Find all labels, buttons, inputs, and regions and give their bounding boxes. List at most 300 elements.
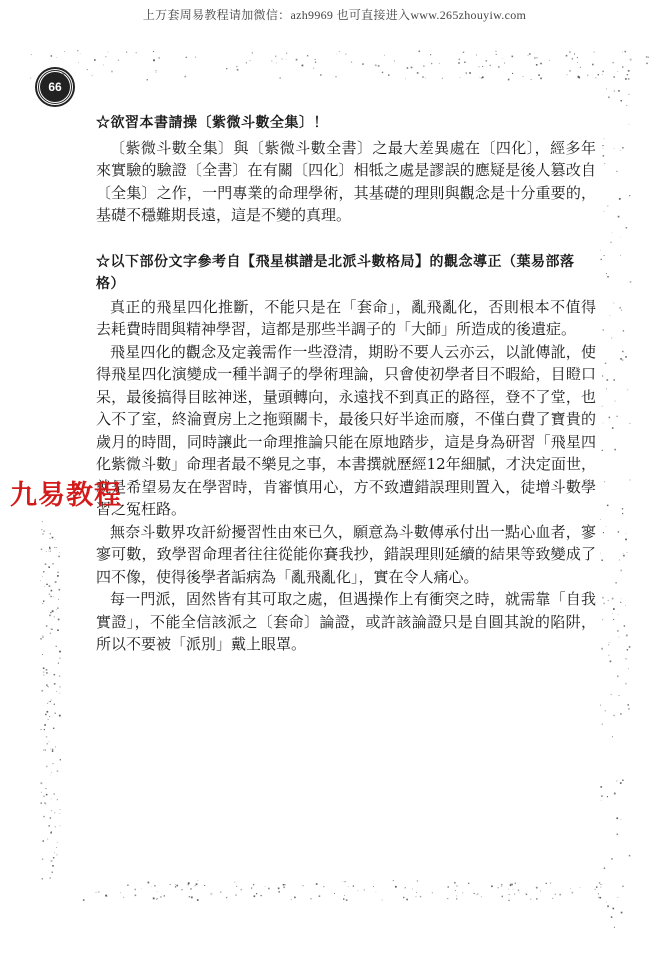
scan-speck [623, 555, 625, 557]
scan-speck [498, 66, 499, 67]
scan-speck [423, 66, 424, 67]
scan-speck [458, 62, 460, 64]
scan-speck [43, 840, 45, 842]
scan-speck [190, 888, 191, 889]
scan-speck [613, 619, 614, 620]
scan-speck [602, 450, 603, 451]
scan-speck [92, 75, 93, 76]
scan-speck [513, 889, 514, 890]
scan-speck [627, 649, 628, 650]
scan-speck [50, 612, 51, 613]
scan-speck [41, 802, 43, 804]
scan-speck [605, 363, 606, 364]
scan-speck [364, 889, 365, 890]
scan-speck [602, 375, 603, 376]
scan-speck [50, 533, 51, 534]
scan-speck [60, 687, 61, 688]
scan-speck [430, 54, 431, 55]
scan-speck [271, 60, 272, 61]
scan-speck [49, 701, 50, 702]
scan-speck [574, 54, 575, 55]
scan-speck [618, 531, 619, 532]
scan-speck [603, 155, 605, 157]
scan-speck [283, 884, 284, 885]
scan-speck [188, 884, 189, 885]
scan-speck [78, 62, 79, 63]
scan-speck [41, 529, 42, 530]
scan-speck [49, 716, 50, 717]
scan-speck [40, 580, 41, 581]
scan-speck [604, 868, 605, 869]
scan-speck [463, 52, 464, 53]
scan-speck [147, 79, 148, 80]
scan-speck [42, 635, 43, 636]
scan-speck [595, 889, 596, 890]
scan-speck [536, 887, 538, 889]
scan-speck [629, 94, 630, 95]
scan-speck [405, 887, 406, 888]
scan-speck [602, 74, 603, 75]
scan-speck [611, 858, 612, 859]
scan-speck [503, 895, 504, 896]
scan-speck [613, 76, 615, 78]
scan-speck [50, 551, 51, 552]
scan-speck [536, 57, 537, 58]
scan-speck [55, 539, 56, 540]
scan-speck [598, 74, 599, 75]
scan-speck [457, 886, 458, 887]
scan-speck [351, 62, 352, 63]
scan-speck [52, 750, 53, 751]
scan-speck [212, 893, 213, 894]
scan-speck [51, 860, 53, 862]
scan-speck [601, 648, 603, 650]
scan-speck [620, 237, 621, 238]
scan-speck [246, 62, 247, 63]
scan-speck [536, 898, 537, 899]
scan-speck [286, 59, 287, 60]
scan-speck [189, 896, 191, 898]
scan-speck [646, 56, 647, 57]
scan-speck [628, 70, 630, 72]
scan-speck [261, 895, 262, 896]
scan-speck [57, 842, 58, 843]
scan-speck [256, 893, 257, 894]
scan-speck [614, 793, 616, 795]
scan-speck [608, 655, 609, 656]
scan-speck [625, 683, 627, 685]
scan-speck [432, 892, 433, 893]
scan-speck [536, 64, 538, 66]
scan-speck [610, 315, 611, 316]
scan-speck [566, 55, 568, 57]
scan-speck [540, 891, 541, 892]
scan-speck [335, 76, 336, 77]
scan-speck [534, 57, 536, 59]
scan-speck [286, 53, 287, 54]
scan-speck [41, 782, 43, 784]
scan-speck [622, 147, 623, 148]
scan-speck [198, 880, 199, 881]
scan-speck [602, 406, 603, 407]
scan-speck [616, 817, 618, 819]
scan-speck [43, 668, 45, 670]
scan-speck [612, 232, 613, 233]
scan-speck [49, 825, 50, 826]
scan-speck [54, 683, 56, 685]
scan-speck [623, 553, 624, 554]
scan-speck [621, 310, 622, 311]
scan-speck [617, 834, 619, 836]
scan-speck [617, 897, 618, 898]
scan-speck [52, 751, 54, 753]
scan-speck [52, 537, 54, 539]
book-page-body [96, 112, 596, 656]
scan-speck [57, 572, 59, 574]
scan-speck [156, 899, 157, 900]
scan-speck [45, 804, 46, 805]
scan-speck [623, 330, 624, 331]
scan-speck [42, 878, 43, 879]
scan-speck [58, 556, 60, 558]
scan-speck [603, 148, 604, 149]
scan-speck [474, 893, 475, 894]
scan-speck [514, 894, 515, 895]
scan-speck [622, 66, 623, 67]
scan-speck [51, 810, 52, 811]
scan-speck [52, 749, 53, 750]
scan-speck [569, 51, 571, 53]
scan-speck [419, 51, 421, 53]
scan-speck [607, 796, 608, 797]
scan-speck [157, 898, 158, 899]
scan-speck [620, 358, 622, 360]
scan-speck [54, 794, 55, 795]
scan-speck [105, 895, 107, 897]
scan-speck [601, 884, 602, 885]
scan-speck [613, 303, 614, 304]
scan-speck [47, 711, 49, 713]
scan-speck [320, 74, 322, 76]
scan-speck [502, 896, 503, 897]
scan-speck [600, 519, 601, 520]
scan-speck [626, 635, 628, 637]
scan-speck [603, 211, 604, 212]
scan-speck [604, 481, 605, 482]
scan-speck [42, 576, 43, 577]
scan-speck [628, 704, 629, 705]
scan-speck [54, 674, 56, 676]
scan-speck [611, 916, 613, 918]
scan-speck [126, 52, 127, 53]
scan-speck [648, 57, 649, 58]
scan-speck [603, 603, 605, 605]
scan-speck [621, 599, 622, 600]
scan-speck [481, 896, 482, 897]
scan-speck [252, 52, 253, 53]
scan-speck [313, 68, 314, 69]
scan-speck [546, 883, 547, 884]
scan-speck [570, 888, 571, 889]
scan-speck [43, 571, 44, 572]
scan-speck [596, 886, 597, 887]
scan-speck [598, 893, 599, 894]
scan-speck [279, 77, 281, 79]
scan-speck [627, 389, 628, 390]
scan-speck [616, 171, 617, 172]
scan-speck [600, 887, 601, 888]
scan-speck [626, 105, 627, 106]
scan-speck [188, 882, 190, 884]
scan-speck [629, 124, 630, 125]
scan-speck [615, 582, 616, 583]
scan-speck [59, 676, 60, 677]
scan-speck [59, 589, 61, 591]
scan-speck [629, 195, 630, 196]
scan-speck [620, 819, 621, 820]
scan-speck [617, 71, 618, 72]
scan-speck [50, 832, 52, 834]
scan-speck [170, 884, 171, 885]
scan-speck [43, 672, 44, 673]
scan-speck [613, 62, 614, 63]
scan-speck [51, 772, 52, 773]
scan-speck [303, 885, 304, 886]
scan-speck [52, 563, 53, 564]
scan-speck [135, 895, 137, 897]
scan-speck [268, 888, 270, 890]
scan-speck [160, 896, 161, 897]
scan-speck [48, 719, 49, 720]
scan-speck [405, 78, 406, 79]
scan-speck [580, 887, 581, 888]
scan-speck [624, 625, 625, 626]
scan-speck [442, 78, 443, 79]
scan-speck [358, 890, 359, 891]
scan-speck [456, 898, 457, 899]
scan-speck [614, 379, 616, 381]
scan-speck [46, 788, 47, 789]
scan-speck [197, 899, 199, 901]
scan-speck [604, 255, 605, 256]
scan-speck [45, 563, 47, 565]
scan-speck [622, 886, 623, 887]
scan-speck [265, 886, 266, 887]
scan-speck [600, 705, 601, 706]
scan-speck [627, 552, 628, 553]
scan-speck [456, 896, 457, 897]
scan-speck [616, 416, 617, 417]
scan-speck [120, 892, 121, 893]
scan-speck [569, 70, 570, 71]
scan-speck [282, 59, 283, 60]
scan-speck [594, 52, 595, 53]
scan-speck [422, 76, 424, 78]
scan-speck [52, 872, 53, 873]
scan-speck [610, 242, 611, 243]
scan-speck [602, 71, 603, 72]
scan-speck [577, 57, 578, 58]
scan-speck [43, 816, 44, 817]
scan-speck [50, 633, 51, 634]
scan-speck [319, 895, 321, 897]
scan-speck [105, 56, 106, 57]
scan-speck [58, 599, 59, 600]
scan-speck [622, 513, 623, 514]
scan-speck [41, 792, 42, 793]
scan-speck [54, 812, 55, 813]
scan-speck [83, 899, 85, 901]
body-paragraph: 無奈斗數界攻訐紛擾習性由來已久，願意為斗數傳承付出一點心血者，寥寥可數，致學習命理者往往從能你賽我抄，錯誤理則延續的結果等致變成了四不像，使得後學者詬病為「亂飛亂化」，實在令人痛心。 [96, 522, 596, 586]
scan-speck [59, 651, 61, 653]
scan-speck [598, 897, 599, 898]
scan-speck [378, 65, 379, 66]
scan-speck [296, 59, 298, 61]
scan-speck [592, 64, 594, 66]
scan-speck [618, 90, 620, 92]
scan-speck [572, 58, 573, 59]
scan-speck [107, 896, 108, 897]
scan-speck [606, 273, 607, 274]
scan-speck [382, 72, 383, 73]
scan-speck [618, 614, 619, 615]
scan-speck [175, 884, 176, 885]
scan-speck [606, 526, 607, 527]
scan-speck [602, 619, 603, 620]
scan-speck [186, 57, 187, 58]
scan-speck [42, 521, 43, 522]
scan-speck [58, 619, 60, 621]
scan-speck [614, 449, 616, 451]
scan-speck [378, 65, 380, 67]
scan-speck [603, 145, 604, 146]
scan-speck [43, 796, 45, 798]
scan-speck [41, 690, 43, 692]
scan-speck [49, 547, 50, 548]
scan-speck [315, 59, 316, 60]
scan-speck [59, 813, 60, 814]
scan-speck [512, 56, 514, 58]
scan-speck [462, 892, 463, 893]
scan-speck [425, 78, 426, 79]
scan-speck [607, 379, 609, 381]
scan-speck [52, 610, 54, 612]
scan-speck [482, 76, 483, 77]
scan-speck [620, 570, 622, 572]
scan-speck [602, 597, 604, 599]
scan-speck [567, 74, 568, 75]
scan-speck [52, 629, 53, 630]
scan-speck [604, 139, 605, 140]
scan-speck [412, 889, 413, 890]
scan-speck [416, 892, 417, 893]
scan-speck [94, 59, 96, 61]
scan-speck [241, 889, 242, 890]
scan-speck [531, 79, 532, 80]
scan-speck [577, 62, 578, 63]
scan-speck [49, 585, 51, 587]
scan-speck [613, 608, 615, 610]
scan-speck [600, 897, 602, 899]
scan-speck [420, 896, 422, 898]
scan-speck [629, 855, 631, 857]
scan-speck [476, 55, 477, 56]
scan-speck [46, 669, 48, 671]
scan-speck [53, 763, 54, 764]
scan-speck [609, 417, 611, 419]
scan-speck [617, 676, 619, 678]
scan-speck [504, 63, 505, 64]
scan-speck [518, 890, 520, 892]
scan-speck [135, 889, 137, 891]
scan-speck [57, 855, 58, 856]
scan-speck [51, 799, 52, 800]
scan-speck [302, 65, 304, 67]
scan-speck [276, 63, 277, 64]
scan-speck [375, 64, 377, 66]
scan-speck [498, 887, 499, 888]
scan-speck [601, 800, 602, 801]
scan-speck [45, 714, 47, 716]
scan-speck [55, 581, 57, 583]
scan-speck [250, 60, 251, 61]
scan-speck [44, 729, 45, 730]
scan-speck [136, 52, 137, 53]
scan-speck [47, 839, 48, 840]
scan-speck [50, 775, 51, 776]
scan-speck [344, 895, 345, 896]
scan-speck [555, 894, 556, 895]
scan-speck [57, 770, 59, 772]
scan-speck [609, 642, 610, 643]
scan-speck [362, 63, 364, 65]
scan-speck [337, 54, 338, 55]
scan-speck [607, 276, 609, 278]
scan-speck [176, 885, 178, 887]
scan-speck [625, 356, 627, 358]
scan-speck [339, 51, 340, 52]
scan-speck [530, 899, 531, 900]
scan-speck [578, 77, 580, 79]
scan-speck [54, 704, 55, 705]
scan-speck [614, 927, 615, 928]
scan-speck [622, 508, 623, 509]
scan-speck [526, 894, 527, 895]
scan-speck [51, 700, 52, 701]
scan-speck [459, 59, 461, 61]
scan-speck [43, 675, 44, 676]
scan-speck [373, 886, 374, 887]
scan-speck [59, 715, 61, 717]
scan-speck [235, 895, 236, 896]
scan-speck [607, 505, 609, 507]
scan-speck [612, 427, 614, 429]
scan-speck [606, 389, 607, 390]
scan-speck [479, 77, 480, 78]
scan-speck [550, 883, 551, 884]
scan-speck [123, 897, 124, 898]
scan-speck [43, 750, 44, 751]
scan-speck [403, 897, 404, 898]
body-paragraph: 每一門派，固然皆有其可取之處，但遇操作上有衝突之時，就需靠「自我實證」，不能全信該派之〔套命〕論證，或許該論證只是自圓其說的陷阱，所以不要被「派別」戴上眼罩。 [96, 590, 596, 653]
scan-speck [625, 658, 626, 659]
scan-speck [275, 56, 276, 57]
site-header-banner: 上万套周易教程请加微信：azh9969 也可直接进入www.265zhouyiw.com [142, 8, 527, 22]
scan-speck [540, 78, 542, 80]
scan-speck [47, 584, 48, 585]
scan-speck [621, 912, 623, 914]
scan-speck [196, 883, 198, 885]
